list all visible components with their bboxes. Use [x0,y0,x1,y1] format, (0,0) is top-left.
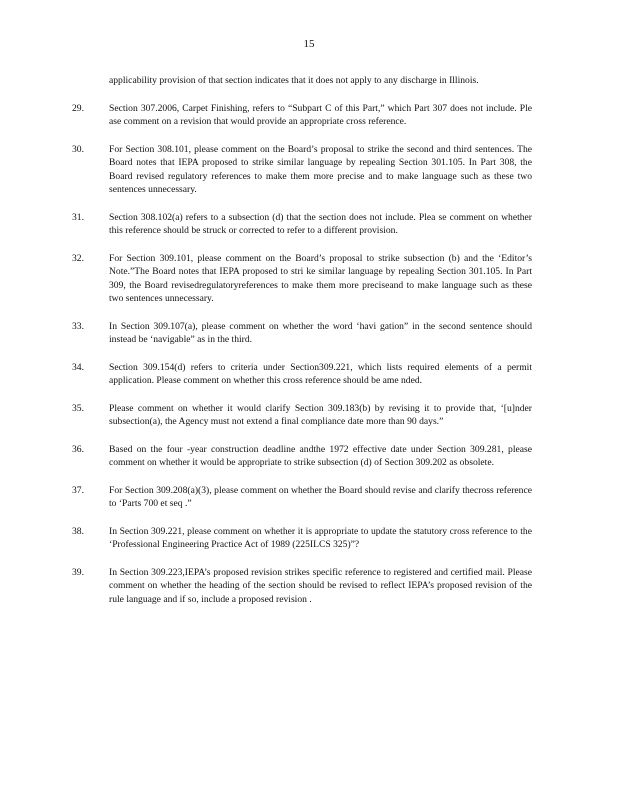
item-text: In Section 309.221, please comment on whether it is appropriate to update the statutory cross reference to the ‘Professional Engineering Practice Act of 1989 (225ILCS 325)”? [109,525,532,550]
list-item [72,525,532,552]
item-number: 29. [72,102,84,114]
list-item [72,402,532,429]
item-number: 34. [72,361,84,373]
list-item [72,252,532,306]
list-item [72,484,532,511]
item-text: For Section 308.101, please comment on the Board’s proposal to strike the second and third sentences. The Board notes that IEPA proposed to strike similar language by repealing Section 301.105. In Part 308, the Board revised regulatory references to make them more precise and to make language such as these two sentences unnecessary. [109,143,532,195]
item-number: 31. [72,211,84,223]
list-item [72,566,532,607]
item-text: Based on the four -year construction deadline andthe 1972 effective date under Section 309.281, please comment on whether it would be appropriate to strike subsection (d) of Section 309.202 as obsolete. [109,443,532,468]
item-text: Please comment on whether it would clarify Section 309.183(b) by revising it to provide that, ‘[u]nder subsection(a), the Agency must not extend a final compliance date more than 90 days.” [109,402,532,427]
list-item [72,320,532,347]
document-body [72,74,532,620]
list-item [72,443,532,470]
item-number: 30. [72,143,84,155]
item-number: 38. [72,525,84,537]
item-number: 33. [72,320,84,332]
item-text: For Section 309.101, please comment on the Board’s proposal to strike subsection (b) and the ‘Editor’s Note.”The Board notes that IEPA proposed to stri ke similar language by repealing Section 301.105. In Part 309, the Board revisedregulatoryreferences to make them more preciseand to make language such as these two sentences unnecessary. [109,252,532,304]
list-item [72,143,532,197]
intro-paragraph: applicability provision of that section indicates that it does not apply to any discharge in Illinois. [109,75,479,86]
item-text: Section 309.154(d) refers to criteria under Section309.221, which lists required elements of a permit application. Please comment on whether this cross reference should be ame nded. [109,361,532,386]
item-text: Section 308.102(a) refers to a subsection (d) that the section does not include. Plea se comment on whether this reference should be struck or corrected to refer to a different provision. [109,211,532,236]
list-item [72,211,532,238]
item-number: 39. [72,566,84,578]
item-number: 37. [72,484,84,496]
item-text: In Section 309.107(a), please comment on whether the word ‘havi gation” in the second sentence should instead be ‘navigable” as in the third. [109,320,532,345]
item-number: 36. [72,443,84,455]
page-number: 15 [303,38,315,50]
item-text: Section 307.2006, Carpet Finishing, refers to “Subpart C of this Part,” which Part 307 does not include. Ple ase comment on a revision that would provide an appropriate cross reference. [109,102,532,127]
list-item [72,361,532,388]
item-text: In Section 309.223,IEPA’s proposed revision strikes specific reference to registered and certified mail. Please comment on whether the heading of the section should be revised to reflect IEPA’s proposed revision of the rule language and if so, include a proposed revision . [109,566,532,605]
list-item [72,102,532,129]
item-number: 32. [72,252,84,264]
item-number: 35. [72,402,84,414]
item-text: For Section 309.208(a)(3), please comment on whether the Board should revise and clarify thecross reference to ‘Parts 700 et seq .” [109,484,532,509]
